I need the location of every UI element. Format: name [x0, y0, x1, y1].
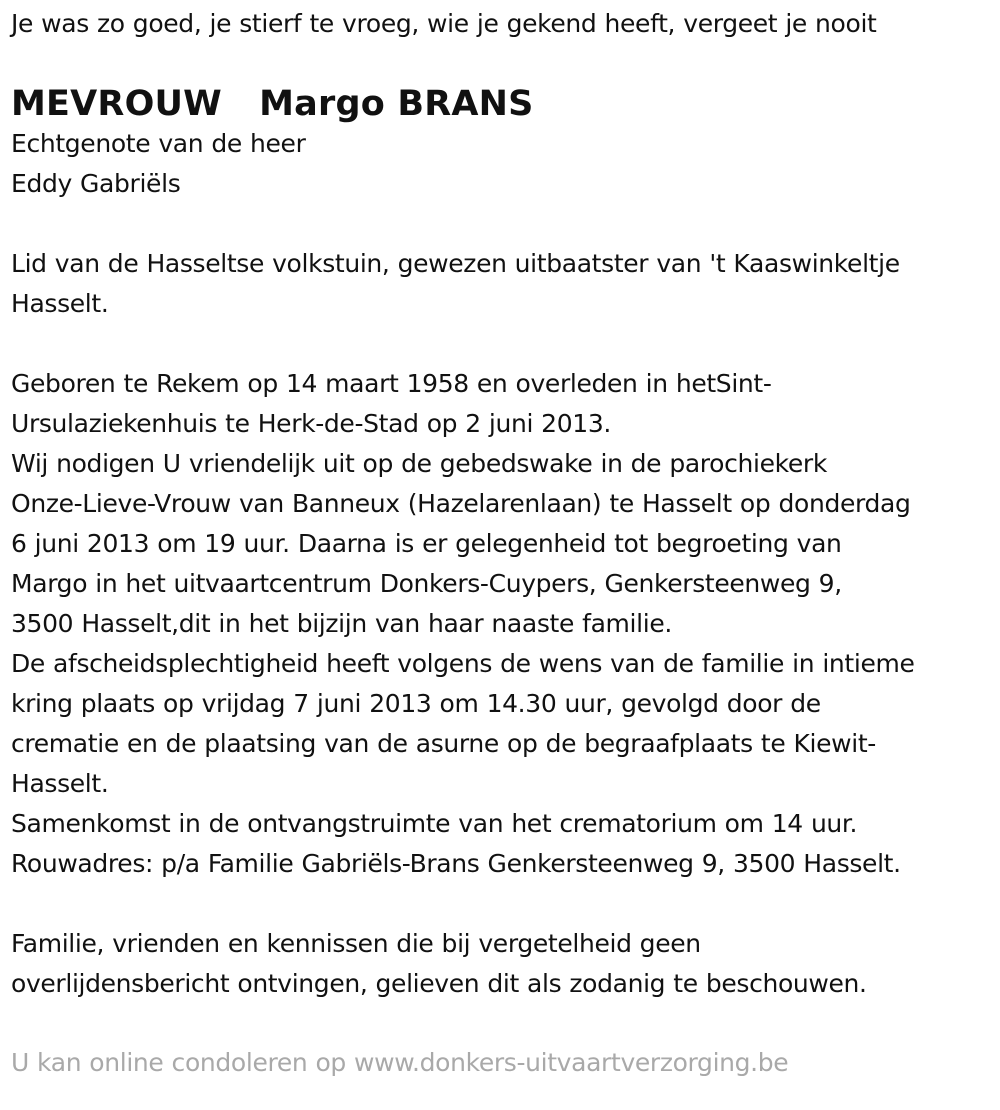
body-line: Ursulaziekenhuis te Herk-de-Stad op 2 juni 2013. — [11, 409, 612, 438]
membership-line: Hasselt. — [11, 289, 109, 318]
body-line: Rouwadres: p/a Familie Gabriëls-Brans Genkersteenweg 9, 3500 Hasselt. — [11, 849, 901, 878]
body-line: 6 juni 2013 om 19 uur. Daarna is er gelegenheid tot begroeting van — [11, 529, 842, 558]
body-line: crematie en de plaatsing van de asurne op de begraafplaats te Kiewit- — [11, 729, 876, 758]
spacer — [11, 324, 996, 364]
motto: Je was zo goed, je stierf te vroeg, wie je gekend heeft, vergeet je nooit — [11, 9, 877, 38]
body-line: 3500 Hasselt,dit in het bijzijn van haar naaste familie. — [11, 609, 672, 638]
closing-line: overlijdensbericht ontvingen, gelieven dit als zodanig te beschouwen. — [11, 969, 867, 998]
body-line: Onze-Lieve-Vrouw van Banneux (Hazelarenlaan) te Hasselt op donderdag — [11, 489, 911, 518]
death-notice — [11, 4, 996, 1083]
body-line: Geboren te Rekem op 14 maart 1958 en overleden in hetSint- — [11, 369, 772, 398]
body-line: Wij nodigen U vriendelijk uit op de gebedswake in de parochiekerk — [11, 449, 827, 478]
spacer — [11, 1004, 996, 1043]
body-line: Samenkomst in de ontvangstruimte van het crematorium om 14 uur. — [11, 809, 858, 838]
deceased-name: Margo BRANS — [259, 84, 534, 124]
online-condolence-note: U kan online condoleren op www.donkers-uitvaartverzorging.be — [11, 1048, 789, 1077]
spouse-line: Eddy Gabriëls — [11, 169, 181, 198]
body-line: Margo in het uitvaartcentrum Donkers-Cuypers, Genkersteenweg 9, — [11, 569, 842, 598]
spacer — [11, 204, 996, 244]
closing-line: Familie, vrienden en kennissen die bij vergetelheid geen — [11, 929, 701, 958]
body-line: kring plaats op vrijdag 7 juni 2013 om 14.30 uur, gevolgd door de — [11, 689, 821, 718]
spouse-line: Echtgenote van de heer — [11, 129, 306, 158]
title-prefix: MEVROUW — [11, 84, 222, 124]
spacer — [11, 884, 996, 924]
body-line: Hasselt. — [11, 769, 109, 798]
membership-line: Lid van de Hasseltse volkstuin, gewezen uitbaatster van 't Kaaswinkeltje — [11, 249, 900, 278]
body-line: De afscheidsplechtigheid heeft volgens de wens van de familie in intieme — [11, 649, 915, 678]
deceased-title — [11, 84, 996, 124]
